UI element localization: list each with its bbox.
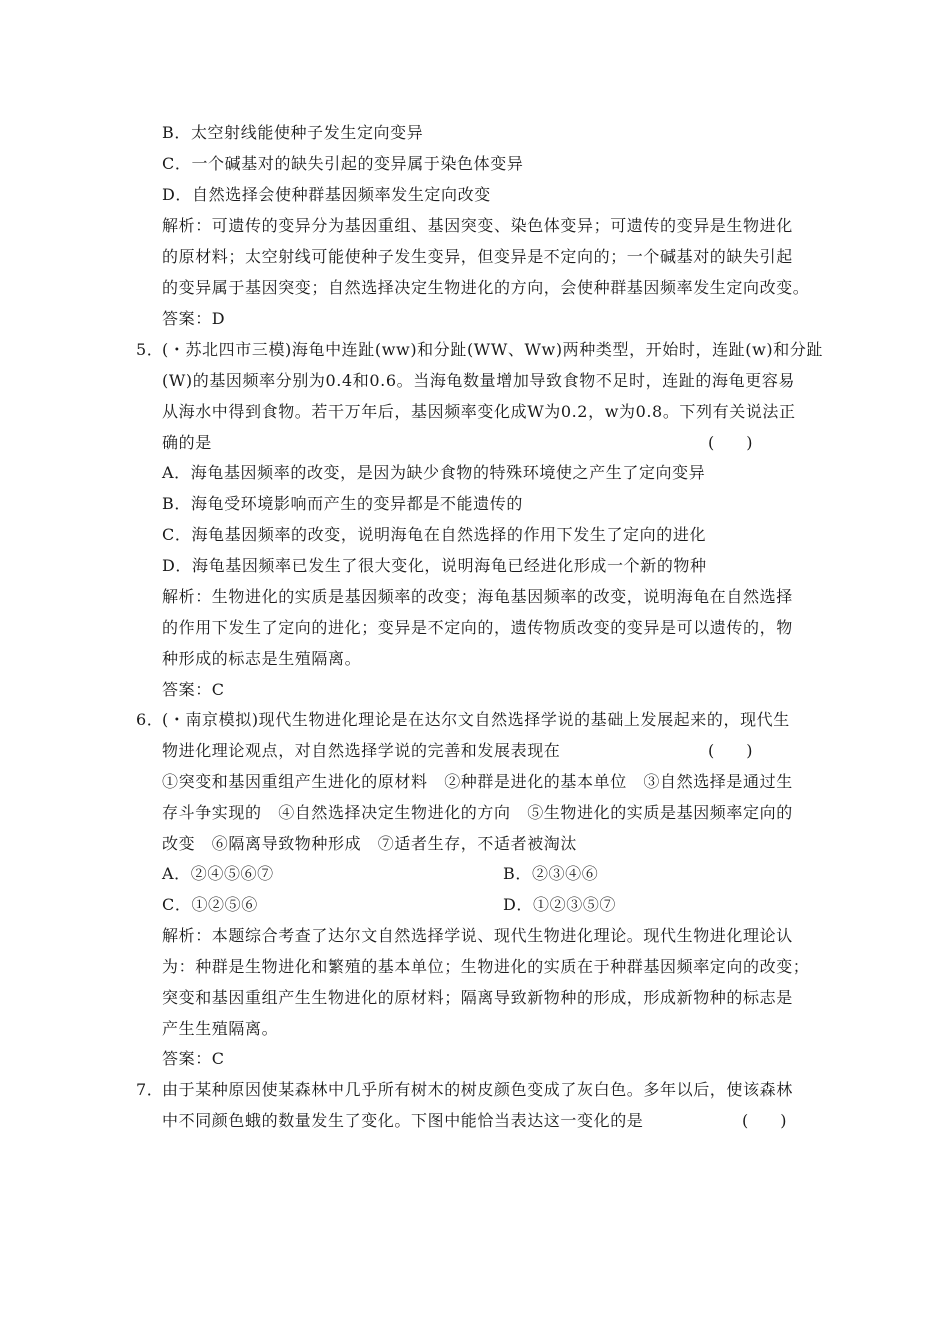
q6-option-d: D．①②③⑤⑦ — [503, 895, 617, 914]
q7-number: 7． — [136, 1080, 164, 1099]
q6-answer: 答案：C — [162, 1049, 225, 1068]
q5-analysis-line: 解析：生物进化的实质是基因频率的改变；海龟基因频率的改变，说明海龟在自然选择 — [162, 587, 793, 606]
q4-option-b: B．太空射线能使种子发生定向变异 — [162, 123, 424, 142]
q6-analysis-line: 产生生殖隔离。 — [162, 1019, 279, 1038]
q5-stem-line: (W)的基因频率分别为0.4和0.6。当海龟数量增加导致食物不足时，连趾的海龟更容易 — [162, 371, 796, 390]
q7-stem-line: 由于某种原因使某森林中几乎所有树木的树皮颜色变成了灰白色。多年以后，使该森林 — [162, 1080, 793, 1099]
q5-answer-bracket: ( ) — [708, 433, 753, 452]
q7-stem-line: 中不同颜色蛾的数量发生了变化。下图中能恰当表达这一变化的是 — [162, 1111, 644, 1130]
q4-analysis-line: 的原材料；太空射线可能使种子发生变异，但变异是不定向的；一个碱基对的缺失引起 — [162, 247, 793, 266]
q6-number: 6． — [136, 710, 164, 729]
q6-option-c: C．①②⑤⑥ — [162, 895, 258, 914]
q6-analysis-line: 突变和基因重组产生生物进化的原材料；隔离导致新物种的形成，形成新物种的标志是 — [162, 988, 793, 1007]
q6-item-line: ①突变和基因重组产生进化的原材料 ②种群是进化的基本单位 ③自然选择是通过生 — [162, 772, 793, 791]
q7-answer-bracket: ( ) — [742, 1111, 787, 1130]
q5-answer: 答案：C — [162, 680, 225, 699]
q6-item-line: 改变 ⑥隔离导致物种形成 ⑦适者生存，不适者被淘汰 — [162, 834, 578, 853]
q4-analysis-line: 解析：可遗传的变异分为基因重组、基因突变、染色体变异；可遗传的变异是生物进化 — [162, 216, 793, 235]
q5-analysis-line: 种形成的标志是生殖隔离。 — [162, 649, 362, 668]
q5-option-b: B．海龟受环境影响而产生的变异都是不能遗传的 — [162, 494, 523, 513]
q5-option-a: A．海龟基因频率的改变，是因为缺少食物的特殊环境使之产生了定向变异 — [162, 463, 706, 482]
q6-answer-bracket: ( ) — [708, 741, 753, 760]
q5-stem-line: (・苏北四市三模)海龟中连趾(ww)和分趾(WW、Ww)两种类型，开始时，连趾(w)和分趾 — [162, 340, 824, 359]
q6-option-b: B．②③④⑥ — [503, 864, 599, 883]
q4-option-c: C．一个碱基对的缺失引起的变异属于染色体变异 — [162, 154, 524, 173]
q5-stem-line: 确的是 — [162, 433, 212, 452]
q6-item-line: 存斗争实现的 ④自然选择决定生物进化的方向 ⑤生物进化的实质是基因频率定向的 — [162, 803, 793, 822]
q6-option-a: A．②④⑤⑥⑦ — [162, 864, 274, 883]
q5-option-c: C．海龟基因频率的改变，说明海龟在自然选择的作用下发生了定向的进化 — [162, 525, 707, 544]
q4-option-d: D．自然选择会使种群基因频率发生定向改变 — [162, 185, 491, 204]
q5-option-d: D．海龟基因频率已发生了很大变化，说明海龟已经进化形成一个新的物种 — [162, 556, 707, 575]
q6-analysis-line: 为：种群是生物进化和繁殖的基本单位；生物进化的实质在于种群基因频率定向的改变； — [162, 957, 810, 976]
q5-number: 5． — [136, 340, 164, 359]
q5-stem-line: 从海水中得到食物。若干万年后，基因频率变化成W为0.2，w为0.8。下列有关说法正 — [162, 402, 796, 421]
q6-stem-line: 物进化理论观点，对自然选择学说的完善和发展表现在 — [162, 741, 561, 760]
q6-stem-line: (・南京模拟)现代生物进化理论是在达尔文自然选择学说的基础上发展起来的，现代生 — [162, 710, 790, 729]
q4-answer: 答案：D — [162, 309, 226, 328]
q5-analysis-line: 的作用下发生了定向的进化；变异是不定向的，遗传物质改变的变异是可以遗传的，物 — [162, 618, 793, 637]
q6-analysis-line: 解析：本题综合考查了达尔文自然选择学说、现代生物进化理论。现代生物进化理论认 — [162, 926, 793, 945]
q4-analysis-line: 的变异属于基因突变；自然选择决定生物进化的方向，会使种群基因频率发生定向改变。 — [162, 278, 810, 297]
